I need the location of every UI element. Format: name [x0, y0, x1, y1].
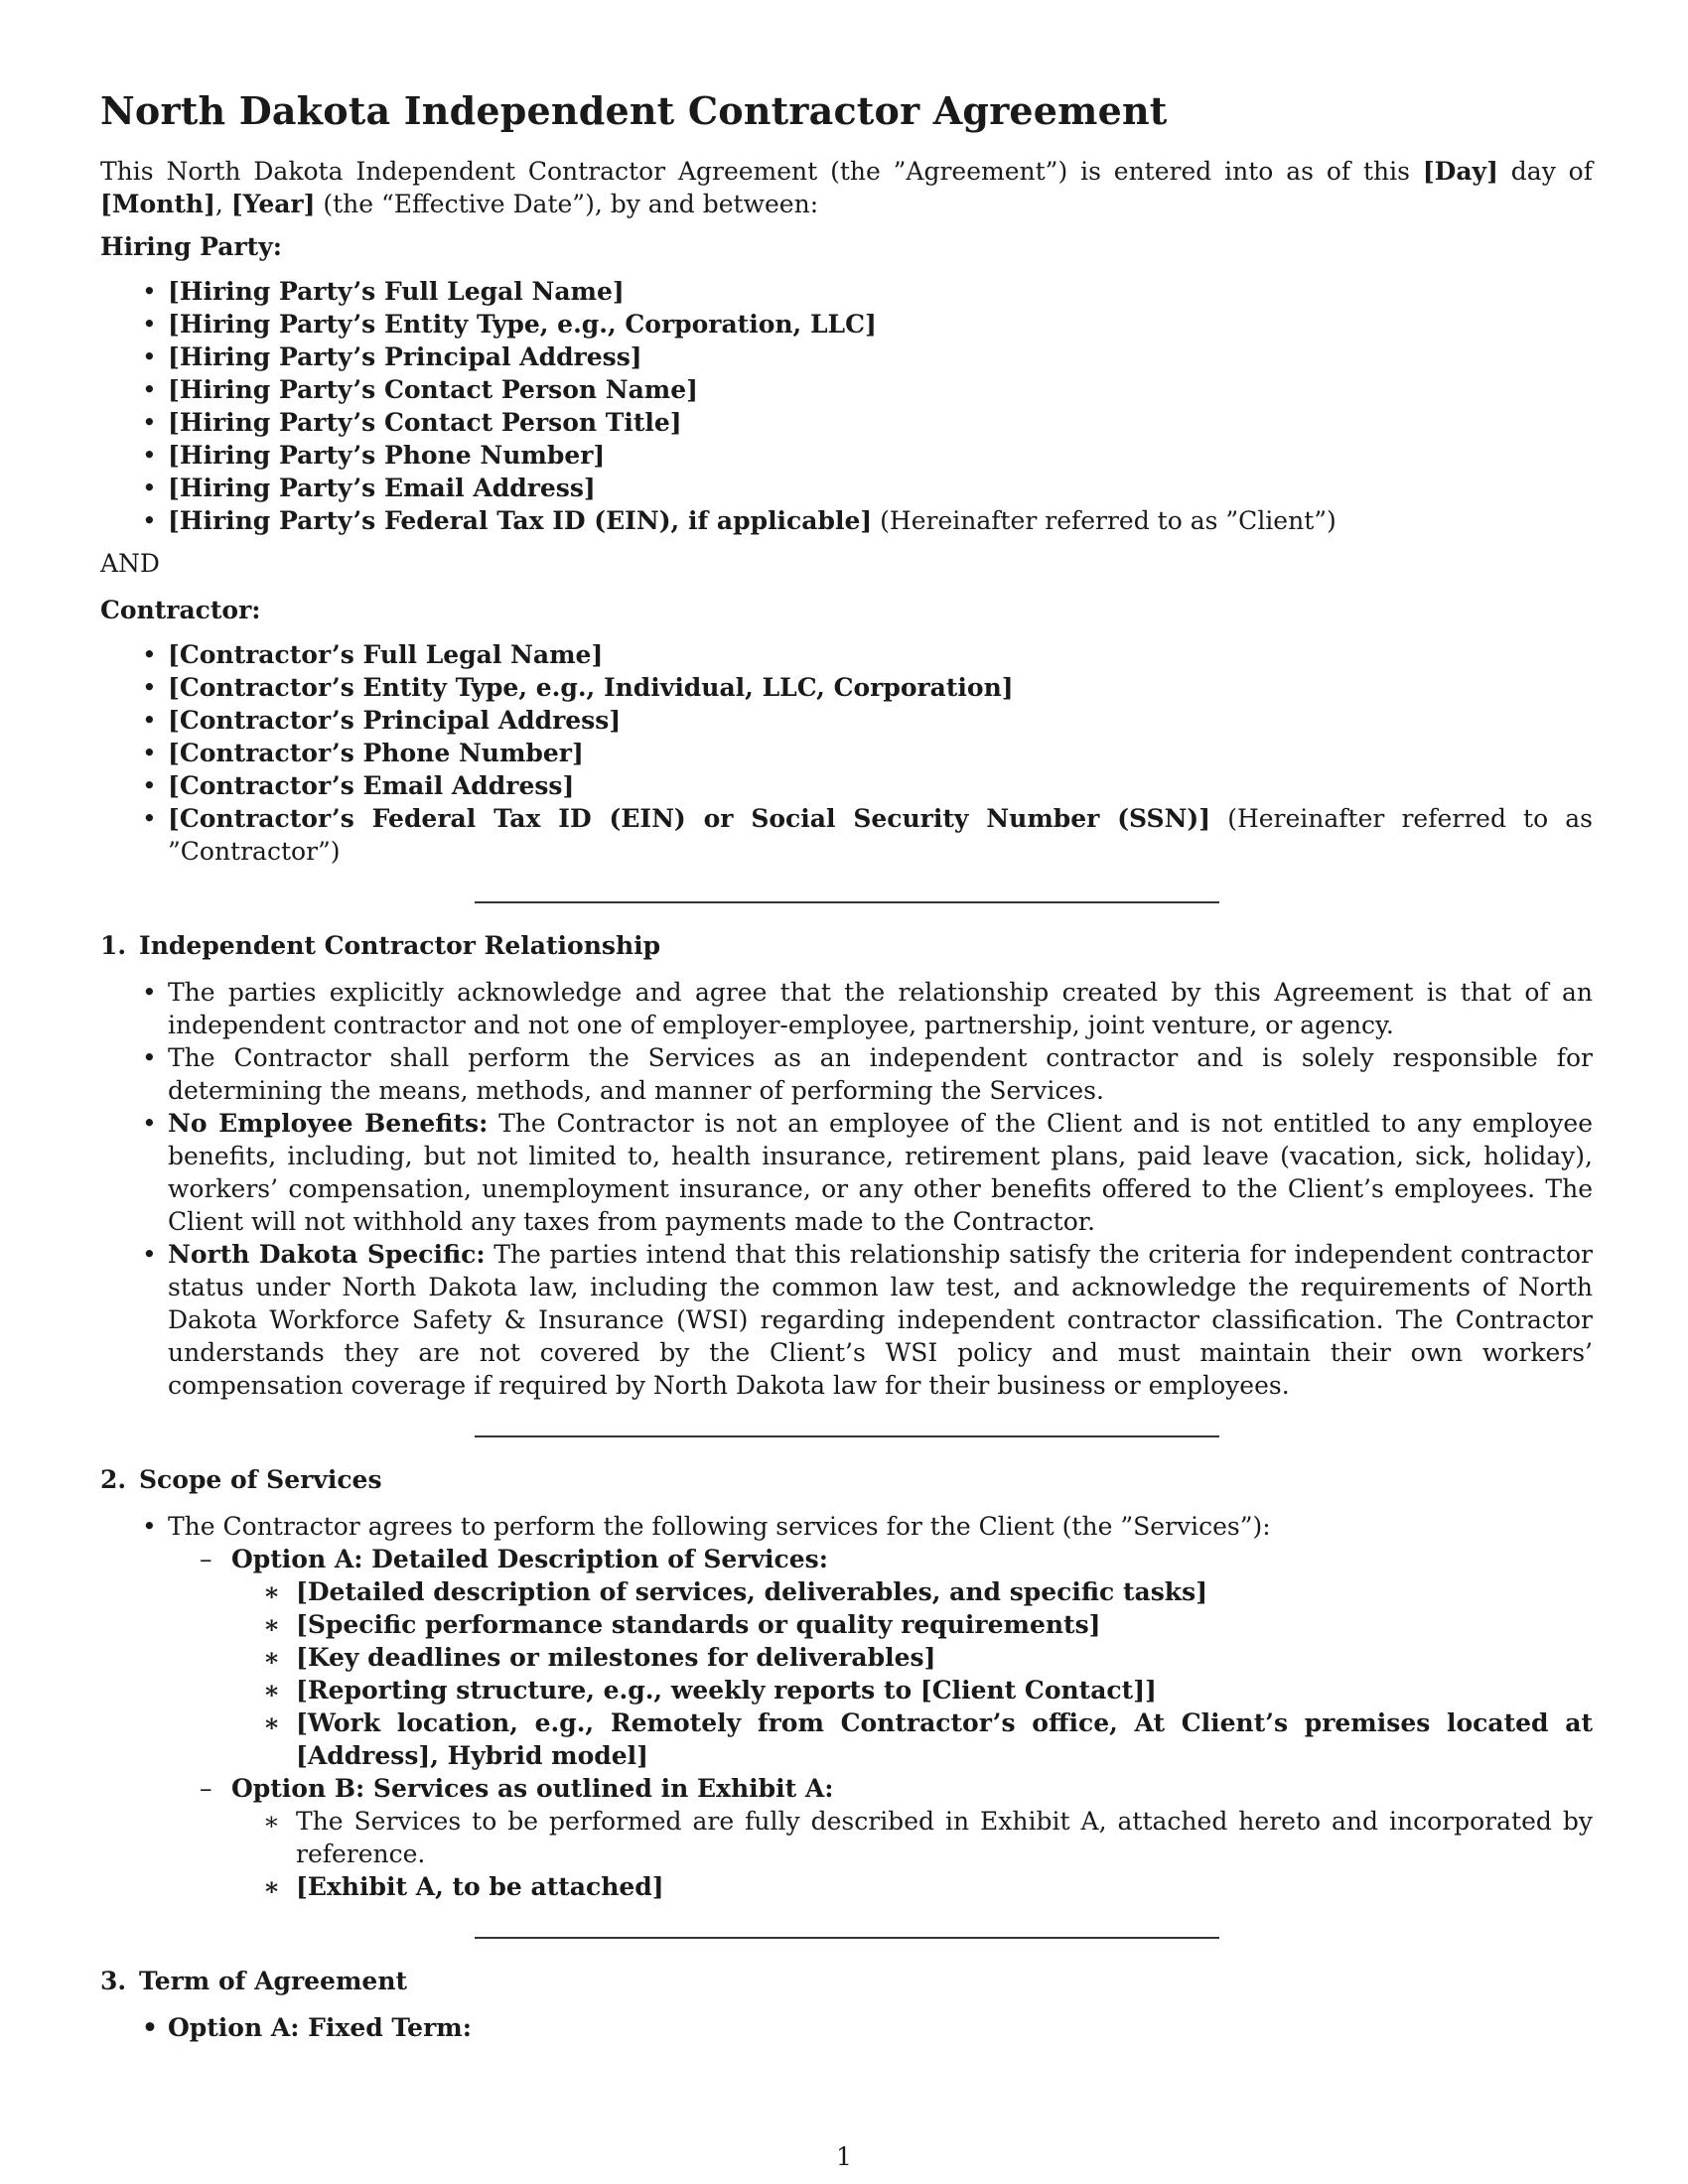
section-2-list	[100, 1510, 1593, 1903]
list-item	[100, 406, 1593, 439]
list-item	[100, 802, 1593, 868]
contractor-heading: Contractor:	[100, 596, 261, 624]
horizontal-rule	[475, 1435, 1219, 1437]
option-b-list	[231, 1805, 1593, 1903]
list-item	[100, 472, 1593, 504]
list-item: ∗ The Services to be performed are fully described in Exhibit A, attached hereto and incorporated by reference.	[182, 1805, 1593, 1870]
list-item	[100, 1041, 1593, 1107]
section-title: Independent Contractor Relationship	[139, 931, 661, 960]
intro-text-3: ,	[214, 190, 231, 218]
section-number: 2.	[100, 1465, 127, 1494]
list-item	[100, 704, 1593, 737]
contractor-field: [Contractor’s Email Address]	[168, 771, 575, 800]
section-1-heading	[100, 929, 1593, 962]
services-options	[168, 1543, 1593, 1903]
intro-paragraph	[100, 155, 1593, 220]
hiring-party-field: [Hiring Party’s Federal Tax ID (EIN), if applicable]	[168, 506, 873, 535]
contractor-field: [Contractor’s Phone Number]	[168, 739, 584, 767]
list-item	[100, 769, 1593, 802]
list-item	[100, 671, 1593, 704]
hiring-party-field: [Hiring Party’s Entity Type, e.g., Corporation, LLC]	[168, 310, 877, 339]
list-item	[100, 341, 1593, 373]
list-item	[100, 439, 1593, 472]
list-item: ∗ [Exhibit A, to be attached]	[182, 1870, 1593, 1903]
list-item	[100, 275, 1593, 308]
month-placeholder: [Month]	[100, 190, 215, 218]
and-separator-text: AND	[100, 549, 160, 578]
document-title: North Dakota Independent Contractor Agreement	[100, 88, 1168, 133]
list-item: ∗ [Key deadlines or milestones for deliverables]	[182, 1641, 1593, 1674]
list-item: • Option A: Fixed Term:	[100, 2011, 1593, 2044]
contractor-field-suffix: (Hereinafter referred to as ”Contractor”)	[168, 804, 1593, 866]
section-title: Scope of Services	[139, 1465, 382, 1494]
document-body	[100, 87, 1593, 2044]
page-number: 1	[836, 2142, 852, 2171]
hiring-party-field-suffix: (Hereinafter referred to as ”Client”)	[872, 506, 1336, 535]
intro-text-2: day of	[1497, 157, 1593, 186]
contractor-list	[100, 638, 1593, 868]
year-placeholder: [Year]	[230, 190, 316, 218]
list-item	[100, 1510, 1593, 1903]
list-item	[100, 976, 1593, 1041]
hiring-party-field: [Hiring Party’s Contact Person Title]	[168, 408, 682, 437]
hiring-party-field: [Hiring Party’s Principal Address]	[168, 342, 642, 371]
list-item	[100, 308, 1593, 341]
section-number: 3.	[100, 1967, 127, 1995]
horizontal-rule	[475, 901, 1219, 903]
section-3-list	[100, 2011, 1593, 2044]
item-text: The parties explicitly acknowledge and agree that the relationship created by this Agreement is that of an independent contractor and not one of employer-employee, partnership, joint venture, or agency.	[168, 978, 1593, 1039]
section-3-heading	[100, 1965, 1593, 1997]
list-item: ∗ [Reporting structure, e.g., weekly reports to [Client Contact]]	[182, 1674, 1593, 1706]
list-item	[100, 1238, 1593, 1402]
hiring-party-list	[100, 275, 1593, 537]
item-text: The Contractor is not an employee of the Client and is not entitled to any employee benefits, including, but not limited to, health insurance, retirement plans, paid leave (vacation, sick, holiday), workers’ compensation, unemployment insurance, or any other benefits offered to the Client’s employees. The Client will not withhold any taxes from payments made to the Contractor.	[168, 1109, 1594, 1236]
hiring-party-field: [Hiring Party’s Phone Number]	[168, 441, 606, 470]
list-item: ∗ [Specific performance standards or quality requirements]	[182, 1608, 1593, 1641]
hiring-party-heading: Hiring Party:	[100, 232, 282, 261]
contractor-field: [Contractor’s Entity Type, e.g., Individual, LLC, Corporation]	[168, 673, 1014, 702]
option-item	[168, 1543, 1593, 1772]
option-a-label: Option A: Detailed Description of Services:	[231, 1545, 828, 1573]
list-item	[100, 737, 1593, 769]
section-1-list	[100, 976, 1593, 1402]
option-a-list	[231, 1575, 1593, 1772]
list-item	[100, 504, 1593, 537]
intro-text-1: This North Dakota Independent Contractor Agreement (the ”Agreement”) is entered into as of this	[100, 157, 1423, 186]
option-item	[168, 1772, 1593, 1903]
list-item	[100, 1107, 1593, 1238]
contractor-field: [Contractor’s Federal Tax ID (EIN) or Social Security Number (SSN)]	[168, 804, 1211, 833]
intro-text-4: (the “Effective Date”), by and between:	[315, 190, 819, 218]
hiring-party-field: [Hiring Party’s Email Address]	[168, 474, 596, 502]
option-b-label: Option B: Services as outlined in Exhibit A:	[231, 1774, 834, 1803]
hiring-party-field: [Hiring Party’s Full Legal Name]	[168, 277, 625, 306]
item-lead: No Employee Benefits:	[168, 1109, 489, 1138]
section-number: 1.	[100, 931, 127, 960]
section-title: Term of Agreement	[139, 1967, 408, 1995]
horizontal-rule	[475, 1937, 1219, 1939]
list-item: ∗ [Work location, e.g., Remotely from Contractor’s office, At Client’s premises located at [Address], Hybrid model]	[182, 1706, 1593, 1772]
list-item	[100, 373, 1593, 406]
day-placeholder: [Day]	[1422, 157, 1498, 186]
contractor-field: [Contractor’s Principal Address]	[168, 706, 622, 735]
hiring-party-field: [Hiring Party’s Contact Person Name]	[168, 375, 698, 404]
list-item	[100, 638, 1593, 671]
services-intro: The Contractor agrees to perform the following services for the Client (the ”Services”):	[168, 1512, 1271, 1541]
item-text: The Contractor shall perform the Services as an independent contractor and is solely responsible for determining the means, methods, and manner of performing the Services.	[168, 1043, 1593, 1105]
contractor-field: [Contractor’s Full Legal Name]	[168, 640, 604, 669]
section-2-heading	[100, 1463, 1593, 1496]
item-text: The parties intend that this relationship satisfy the criteria for independent contractor status under North Dakota law, including the common law test, and acknowledge the requirements of North Dakota Workforce Safety & Insurance (WSI) regarding independent contractor classification. The Contractor understands they are not covered by the Client’s WSI policy and must maintain their own workers’ compensation coverage if required by North Dakota law for their business or employees.	[168, 1240, 1593, 1400]
list-item: ∗ [Detailed description of services, deliverables, and specific tasks]	[182, 1575, 1593, 1608]
item-lead: North Dakota Specific:	[168, 1240, 486, 1269]
